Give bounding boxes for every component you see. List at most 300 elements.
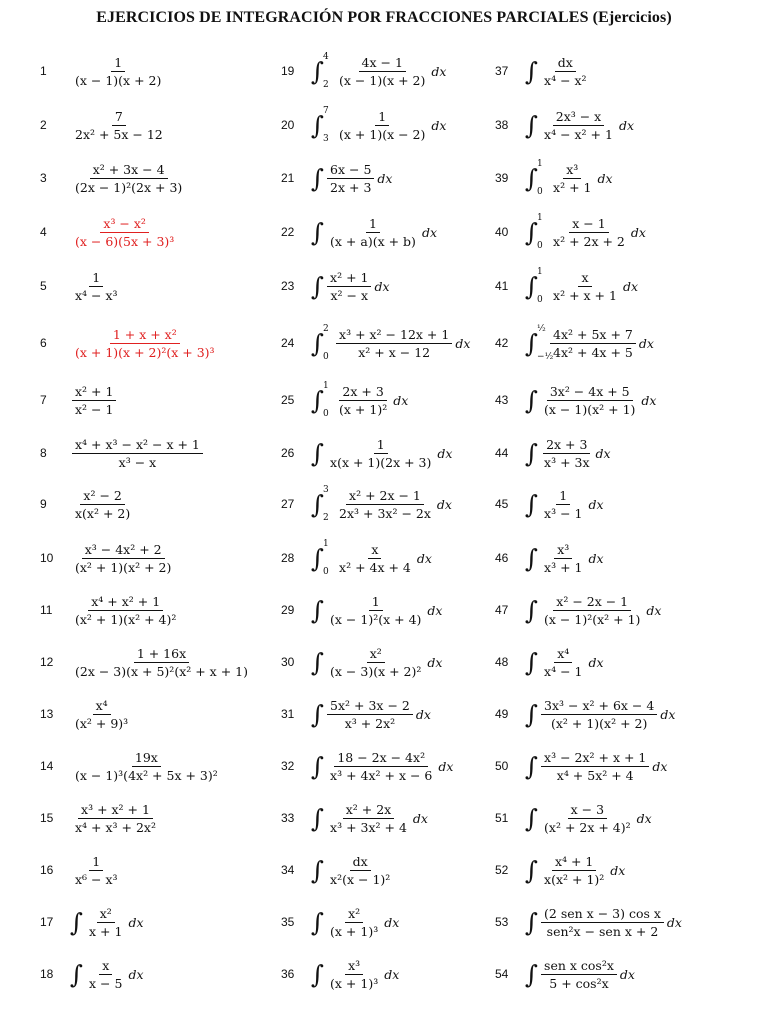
fraction	[72, 216, 177, 249]
denominator: 2x² + 5x − 12	[75, 126, 163, 142]
exercise-item	[40, 380, 118, 420]
denominator: x³ + 1	[544, 559, 583, 575]
denominator: (2x − 3)(x + 5)²(x² + x + 1)	[75, 663, 248, 679]
exercise-number: 54	[495, 967, 509, 981]
differential: dx	[622, 278, 638, 294]
exercise-item	[281, 642, 442, 682]
denominator: (x − 1)³(4x² + 5x + 3)²	[75, 767, 218, 783]
exercise-item	[40, 746, 223, 786]
exercise-number: 32	[281, 759, 295, 773]
exercise-item	[40, 798, 161, 838]
fraction	[541, 437, 592, 470]
numerator: 2x + 3	[543, 437, 590, 454]
exercise-item	[40, 850, 123, 890]
denominator: x(x² + 2)	[75, 505, 131, 521]
denominator: (x − 1)(x + 2)	[339, 72, 426, 88]
exercise-number: 1	[40, 64, 47, 78]
numerator: x	[578, 270, 591, 287]
integral-sign: ∫	[525, 163, 539, 193]
exercise-expression	[525, 854, 625, 887]
exercise-number: 31	[281, 707, 295, 721]
denominator: 4x² + 4x + 5	[553, 344, 633, 360]
denominator: x³ + 3x	[544, 454, 590, 470]
fraction	[541, 55, 590, 88]
numerator: 3x³ − x² + 6x − 4	[541, 698, 657, 715]
exercise-expression	[70, 750, 223, 783]
upper-limit: 7	[323, 106, 329, 116]
integral-sign: ∫	[525, 803, 539, 833]
exercise-item	[40, 433, 205, 473]
fraction	[550, 216, 628, 249]
exercise-item	[495, 642, 604, 682]
integral-sign: ∫	[311, 647, 325, 677]
exercise-number: 13	[40, 707, 54, 721]
exercise-number: 16	[40, 863, 54, 877]
integral-sign: ∫	[311, 543, 325, 573]
denominator: (2x − 1)²(2x + 3)	[75, 179, 183, 195]
denominator: x⁶ − x³	[75, 871, 118, 887]
exercise-number: 52	[495, 863, 509, 877]
integral-sign: ∫	[311, 855, 325, 885]
exercise-expression	[311, 802, 428, 835]
exercise-expression	[525, 958, 635, 991]
denominator: (x² + 2x + 4)²	[544, 819, 631, 835]
exercise-expression	[525, 55, 592, 88]
exercise-expression	[525, 267, 638, 305]
exercise-expression	[311, 539, 432, 577]
denominator: x³ + 3x² + 4	[330, 819, 407, 835]
fraction	[72, 594, 179, 627]
numerator: 18 − 2x − 4x²	[334, 750, 428, 767]
numerator: 7	[112, 109, 126, 126]
lower-limit: 0	[323, 567, 329, 577]
exercise-expression	[525, 159, 613, 197]
numerator: dx	[555, 55, 576, 72]
exercise-expression	[311, 437, 452, 470]
numerator: x⁴ + x³ − x² − x + 1	[72, 437, 203, 454]
numerator: x³ − x²	[100, 216, 149, 233]
exercise-expression	[70, 109, 168, 142]
denominator: x² + 4x + 4	[339, 559, 411, 575]
integral-sign: ∫	[311, 595, 325, 625]
denominator: (x² + 9)³	[75, 715, 129, 731]
exercise-expression	[525, 698, 675, 731]
numerator: x³ + x² + 1	[78, 802, 153, 819]
upper-limit: 1	[537, 213, 543, 223]
exercise-item	[495, 323, 654, 363]
exercise-item	[281, 590, 442, 630]
integral-sign: ∫	[311, 110, 325, 140]
numerator: x³ + x² − 12x + 1	[336, 327, 452, 344]
fraction	[72, 384, 116, 417]
exercise-item	[495, 380, 656, 420]
exercise-item	[281, 798, 428, 838]
differential: dx	[455, 335, 471, 351]
exercise-item	[495, 694, 675, 734]
upper-limit: ¹⁄₂	[537, 324, 546, 334]
exercise-item	[495, 266, 638, 306]
denominator: (x − 1)²(x² + 1)	[544, 611, 641, 627]
fraction	[327, 854, 393, 887]
denominator: x³ + 2x²	[344, 715, 396, 731]
fraction	[327, 906, 381, 939]
differential: dx	[128, 966, 144, 982]
exercise-item	[495, 158, 613, 198]
numerator: 3x² − 4x + 5	[547, 384, 633, 401]
exercise-expression	[70, 384, 118, 417]
exercise-item	[281, 902, 399, 942]
exercise-number: 22	[281, 225, 295, 239]
exercise-expression	[70, 802, 161, 835]
integral-sign: ∫	[525, 699, 539, 729]
fraction	[86, 906, 125, 939]
integral-limits	[323, 539, 332, 577]
exercise-item	[40, 642, 253, 682]
differential: dx	[128, 914, 144, 930]
differential: dx	[597, 170, 613, 186]
integral-sign: ∫	[525, 217, 539, 247]
exercise-number: 8	[40, 446, 47, 460]
integral-sign: ∫	[311, 907, 325, 937]
denominator: sen²x − sen x + 2	[546, 923, 659, 939]
denominator: (x + 1)(x + 2)²(x + 3)³	[75, 344, 215, 360]
numerator: x⁴ + 1	[552, 854, 596, 871]
fraction	[336, 384, 390, 417]
exercise-number: 50	[495, 759, 509, 773]
numerator: sen x cos²x	[541, 958, 617, 975]
exercise-number: 29	[281, 603, 295, 617]
integral-sign: ∫	[525, 271, 539, 301]
exercise-number: 14	[40, 759, 54, 773]
integral-limits	[323, 106, 332, 144]
differential: dx	[377, 170, 393, 186]
exercise-expression	[525, 213, 646, 251]
integral-limits	[537, 159, 546, 197]
differential: dx	[646, 602, 662, 618]
exercise-item	[281, 538, 432, 578]
numerator: x²	[367, 646, 385, 663]
integral-sign: ∫	[525, 543, 539, 573]
numerator: 4x − 1	[359, 55, 406, 72]
page-title: EJERCICIOS DE INTEGRACIÓN POR FRACCIONES PARCIALES (Ejercicios)	[96, 9, 672, 26]
lower-limit: 0	[537, 241, 543, 251]
denominator: x³ − x	[118, 454, 157, 470]
exercise-item	[495, 746, 667, 786]
exercise-number: 41	[495, 279, 509, 293]
integral-sign: ∫	[311, 438, 325, 468]
denominator: 2x³ + 3x² − 2x	[339, 505, 431, 521]
differential: dx	[652, 758, 668, 774]
lower-limit: 0	[323, 352, 329, 362]
exercise-item	[281, 694, 431, 734]
differential: dx	[412, 810, 428, 826]
integral-sign: ∫	[525, 959, 539, 989]
denominator: x(x + 1)(2x + 3)	[330, 454, 432, 470]
differential: dx	[588, 496, 604, 512]
exercise-expression	[70, 542, 176, 575]
exercise-expression	[311, 854, 395, 887]
denominator: (x − 1)(x² + 1)	[544, 401, 636, 417]
exercise-item	[495, 433, 611, 473]
exercise-item	[281, 158, 392, 198]
exercise-number: 23	[281, 279, 295, 293]
differential: dx	[438, 758, 454, 774]
exercise-item	[495, 538, 604, 578]
numerator: 5x² + 3x − 2	[327, 698, 413, 715]
exercise-expression	[525, 488, 604, 521]
exercise-expression	[70, 55, 166, 88]
exercise-number: 20	[281, 118, 295, 132]
denominator: x⁴ − x² + 1	[544, 126, 613, 142]
fraction	[72, 488, 133, 521]
differential: dx	[393, 392, 409, 408]
denominator: (x + 1)³	[330, 923, 379, 939]
denominator: x − 5	[89, 975, 123, 991]
exercise-number: 15	[40, 811, 54, 825]
fraction	[327, 270, 371, 303]
lower-limit: 0	[537, 187, 543, 197]
exercise-number: 9	[40, 497, 47, 511]
integral-sign: ∫	[311, 751, 325, 781]
exercise-item	[281, 51, 446, 91]
lower-limit: 2	[323, 80, 329, 90]
numerator: 2x + 3	[339, 384, 386, 401]
differential: dx	[415, 706, 431, 722]
denominator: (x − 1)²(x + 4)	[330, 611, 422, 627]
exercise-item	[495, 902, 682, 942]
fraction	[72, 854, 121, 887]
exercise-item	[281, 266, 390, 306]
denominator: (x + a)(x + b)	[330, 233, 416, 249]
fraction	[72, 55, 164, 88]
numerator: 6x − 5	[327, 162, 374, 179]
fraction	[336, 542, 414, 575]
differential: dx	[641, 392, 657, 408]
fraction	[72, 542, 174, 575]
fraction	[541, 488, 585, 521]
exercise-expression	[70, 698, 133, 731]
exercise-expression	[525, 384, 656, 417]
numerator: 4x² + 5x + 7	[550, 327, 636, 344]
exercise-item	[281, 105, 446, 145]
exercise-number: 5	[40, 279, 47, 293]
exercise-number: 7	[40, 393, 47, 407]
upper-limit: 1	[537, 159, 543, 169]
integral-limits	[537, 213, 546, 251]
exercise-item	[40, 538, 176, 578]
fraction	[72, 646, 251, 679]
differential: dx	[630, 224, 646, 240]
denominator: x²(x − 1)²	[330, 871, 391, 887]
integral-sign: ∫	[525, 647, 539, 677]
exercise-item	[495, 484, 604, 524]
exercise-expression	[70, 906, 144, 939]
exercise-number: 53	[495, 915, 509, 929]
exercise-expression	[525, 542, 604, 575]
exercise-item	[281, 746, 453, 786]
exercise-item	[40, 323, 220, 363]
integral-sign: ∫	[525, 385, 539, 415]
differential: dx	[384, 914, 400, 930]
fraction	[72, 698, 131, 731]
exercise-number: 19	[281, 64, 295, 78]
exercise-expression	[70, 162, 187, 195]
denominator: (x − 6)(5x + 3)³	[75, 233, 175, 249]
exercise-expression	[311, 216, 437, 249]
numerator: 1	[89, 270, 103, 287]
upper-limit: 1	[323, 539, 329, 549]
differential: dx	[618, 117, 635, 133]
integral-sign: ∫	[70, 907, 84, 937]
numerator: x³ − 2x² + x + 1	[541, 750, 649, 767]
upper-limit: 3	[323, 485, 329, 495]
integral-sign: ∫	[525, 489, 539, 519]
fraction	[336, 327, 452, 360]
exercise-number: 51	[495, 811, 509, 825]
lower-limit: 0	[323, 409, 329, 419]
exercise-item	[40, 954, 144, 994]
denominator: x⁴ − x³	[75, 287, 118, 303]
denominator: 2x + 3	[330, 179, 372, 195]
exercise-item	[40, 484, 135, 524]
numerator: x⁴ + x² + 1	[88, 594, 163, 611]
exercise-number: 37	[495, 64, 509, 78]
fraction	[72, 750, 221, 783]
numerator: 1	[375, 109, 389, 126]
fraction	[327, 802, 410, 835]
differential: dx	[427, 654, 443, 670]
exercise-expression	[70, 854, 123, 887]
exercise-item	[281, 433, 452, 473]
numerator: 1 + 16x	[134, 646, 189, 663]
numerator: 1	[369, 594, 383, 611]
fraction	[541, 646, 585, 679]
exercise-number: 39	[495, 171, 509, 185]
integral-sign: ∫	[70, 959, 84, 989]
fraction	[72, 437, 203, 470]
differential: dx	[437, 445, 453, 461]
exercise-expression	[70, 488, 135, 521]
fraction	[336, 488, 434, 521]
exercise-expression	[70, 958, 144, 991]
numerator: x² − 2x − 1	[553, 594, 631, 611]
exercise-number: 25	[281, 393, 295, 407]
exercise-number: 11	[40, 603, 53, 617]
exercise-expression	[525, 594, 661, 627]
denominator: x² − 1	[75, 401, 114, 417]
numerator: 1	[366, 216, 380, 233]
numerator: x² + 1	[72, 384, 116, 401]
fraction	[541, 958, 617, 991]
numerator: dx	[350, 854, 371, 871]
differential: dx	[436, 496, 452, 512]
denominator: x² + x − 12	[358, 344, 431, 360]
exercise-item	[495, 51, 592, 91]
denominator: x³ − 1	[544, 505, 583, 521]
denominator: x + 1	[89, 923, 123, 939]
differential: dx	[374, 278, 390, 294]
exercise-number: 38	[495, 118, 509, 132]
numerator: x² − 2	[80, 488, 124, 505]
exercise-item	[40, 51, 166, 91]
exercise-expression	[311, 162, 392, 195]
exercise-expression	[525, 324, 654, 362]
numerator: 1 + x + x²	[110, 327, 180, 344]
denominator: x⁴ + 5x² + 4	[556, 767, 634, 783]
integral-sign: ∫	[311, 217, 325, 247]
denominator: x² + 2x + 2	[553, 233, 625, 249]
numerator: x² + 2x − 1	[346, 488, 424, 505]
fraction	[86, 958, 125, 991]
denominator: (x² + 1)(x² + 4)²	[75, 611, 177, 627]
exercise-expression	[70, 594, 181, 627]
exercise-number: 46	[495, 551, 509, 565]
exercise-number: 24	[281, 336, 295, 350]
exercise-number: 10	[40, 551, 54, 565]
denominator: x² − x	[330, 287, 369, 303]
numerator: x⁴	[93, 698, 111, 715]
numerator: x² + 2x	[343, 802, 394, 819]
exercise-expression	[311, 324, 470, 362]
exercise-number: 27	[281, 497, 295, 511]
exercise-expression	[70, 646, 253, 679]
denominator: x(x² + 1)²	[544, 871, 605, 887]
fraction	[541, 906, 664, 939]
integral-limits	[323, 324, 332, 362]
denominator: (x + 1)²	[339, 401, 388, 417]
integral-limits	[323, 381, 332, 419]
differential: dx	[588, 550, 604, 566]
fraction	[336, 55, 428, 88]
exercise-expression	[525, 750, 667, 783]
numerator: x	[368, 542, 381, 559]
exercise-expression	[525, 437, 611, 470]
numerator: x² + 3x − 4	[90, 162, 168, 179]
exercise-number: 48	[495, 655, 509, 669]
differential: dx	[384, 966, 400, 982]
upper-limit: 1	[323, 381, 329, 391]
exercise-item	[281, 212, 437, 252]
fraction	[72, 327, 218, 360]
differential: dx	[431, 63, 447, 79]
exercise-number: 6	[40, 336, 47, 350]
lower-limit: 2	[323, 513, 329, 523]
exercise-expression	[311, 106, 446, 144]
exercise-number: 30	[281, 655, 295, 669]
numerator: x²	[97, 906, 115, 923]
differential: dx	[431, 117, 447, 133]
integral-sign: ∫	[525, 110, 539, 140]
exercise-item	[281, 850, 395, 890]
differential: dx	[416, 550, 432, 566]
fraction	[541, 802, 634, 835]
exercise-number: 17	[40, 915, 54, 929]
exercise-item	[40, 590, 181, 630]
numerator: x⁴	[554, 646, 572, 663]
numerator: x − 3	[568, 802, 607, 819]
integral-limits	[323, 485, 332, 523]
fraction	[327, 646, 424, 679]
exercise-expression	[311, 698, 431, 731]
exercise-expression	[70, 327, 220, 360]
denominator: x⁴ + x³ + 2x²	[75, 819, 156, 835]
fraction	[541, 594, 643, 627]
denominator: (x + 1)(x − 2)	[339, 126, 426, 142]
exercise-number: 49	[495, 707, 509, 721]
exercise-item	[281, 484, 452, 524]
exercise-expression	[525, 646, 604, 679]
numerator: x² + 1	[327, 270, 371, 287]
